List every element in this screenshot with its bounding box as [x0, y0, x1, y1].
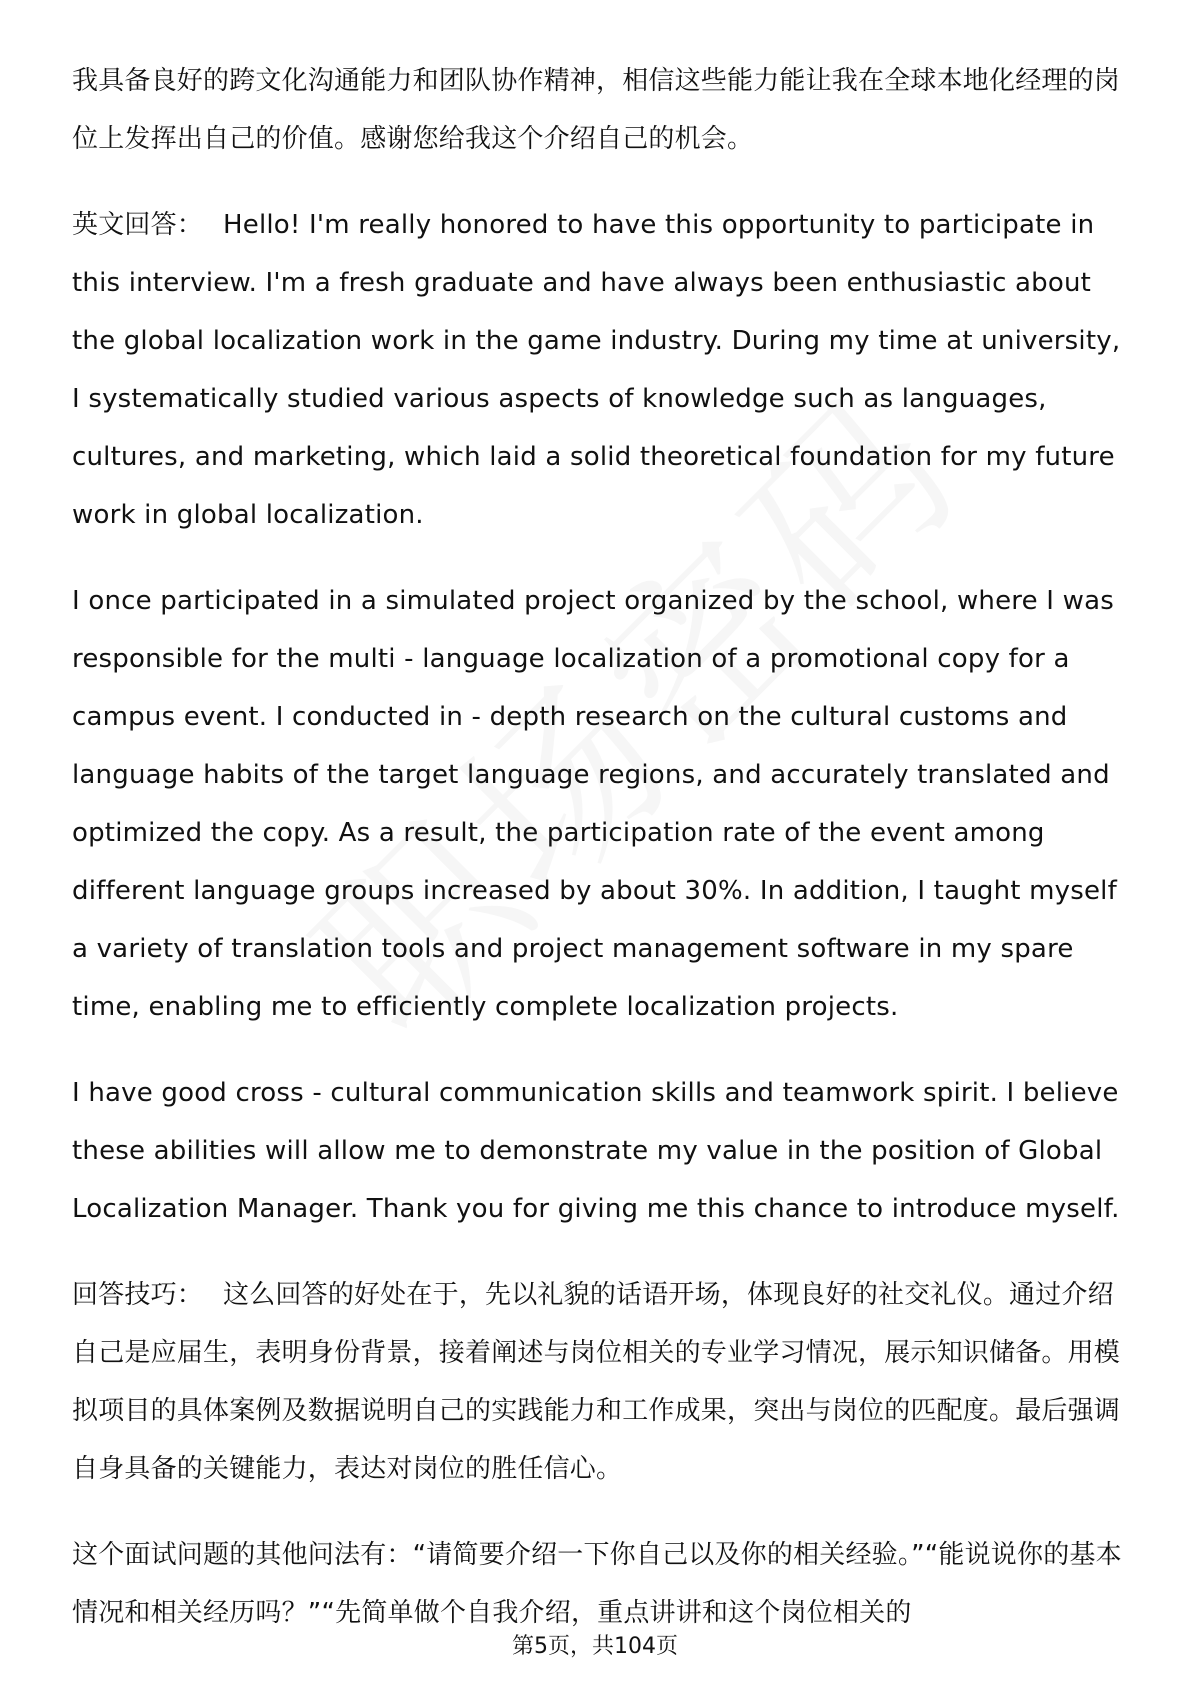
paragraph-answer-tips	[72, 1266, 1128, 1498]
paragraph-english-answer	[72, 196, 1128, 544]
paragraph-4	[72, 1064, 1128, 1238]
paragraph-5-text: 这么回答的好处在于，先以礼貌的话语开场，体现良好的社交礼仪。通过介绍自己是应届生，表明身份背景，接着阐述与岗位相关的专业学习情况，展示知识储备。用模拟项目的具体案例及数据说明自己的实践能力和工作成果，突出与岗位的匹配度。最后强调自身具备的关键能力，表达对岗位的胜任信心。	[72, 1280, 1121, 1484]
paragraph-6	[72, 1526, 1128, 1642]
answer-tips-label: 回答技巧：	[72, 1280, 204, 1310]
english-answer-label: 英文回答：	[72, 210, 204, 240]
paragraph-6-text: 这个面试问题的其他问法有：“请简要介绍一下你自己以及你的相关经验。”“能说说你的基本情况和相关经历吗？”“先简单做个自我介绍，重点讲讲和这个岗位相关的	[72, 1540, 1122, 1628]
document-body	[72, 52, 1128, 1670]
paragraph-1-text: 我具备良好的跨文化沟通能力和团队协作精神，相信这些能力能让我在全球本地化经理的岗位上发挥出自己的价值。感谢您给我这个介绍自己的机会。	[72, 66, 1121, 154]
paragraph-3-text: I once participated in a simulated project organized by the school, where I was responsible for the multi - language localization of a promotional copy for a campus event. I conducted in - depth research on the cultural customs and language habits of the target language regions, and accurately translated and optimized the copy. As a result, the participation rate of the event among different language groups increased by about 30%. In addition, I taught myself a variety of translation tools and project management software in my spare time, enabling me to efficiently complete localization projects.	[72, 586, 1117, 1022]
paragraph-4-text: I have good cross - cultural communication skills and teamwork spirit. I believe these abilities will allow me to demonstrate my value in the position of Global Localization Manager. Thank you for giving me this chance to introduce myself.	[72, 1078, 1120, 1224]
paragraph-1	[72, 52, 1128, 168]
paragraph-3	[72, 572, 1128, 1036]
paragraph-2-text: Hello! I'm really honored to have this opportunity to participate in this interview. I'm a fresh graduate and have always been enthusiastic about the global localization work in the game industry. During my time at university, I systematically studied various aspects of knowledge such as languages, cultures, and marketing, which laid a solid theoretical foundation for my future work in global localization.	[72, 210, 1121, 530]
page-footer: 第5页，共104页	[512, 1634, 678, 1659]
